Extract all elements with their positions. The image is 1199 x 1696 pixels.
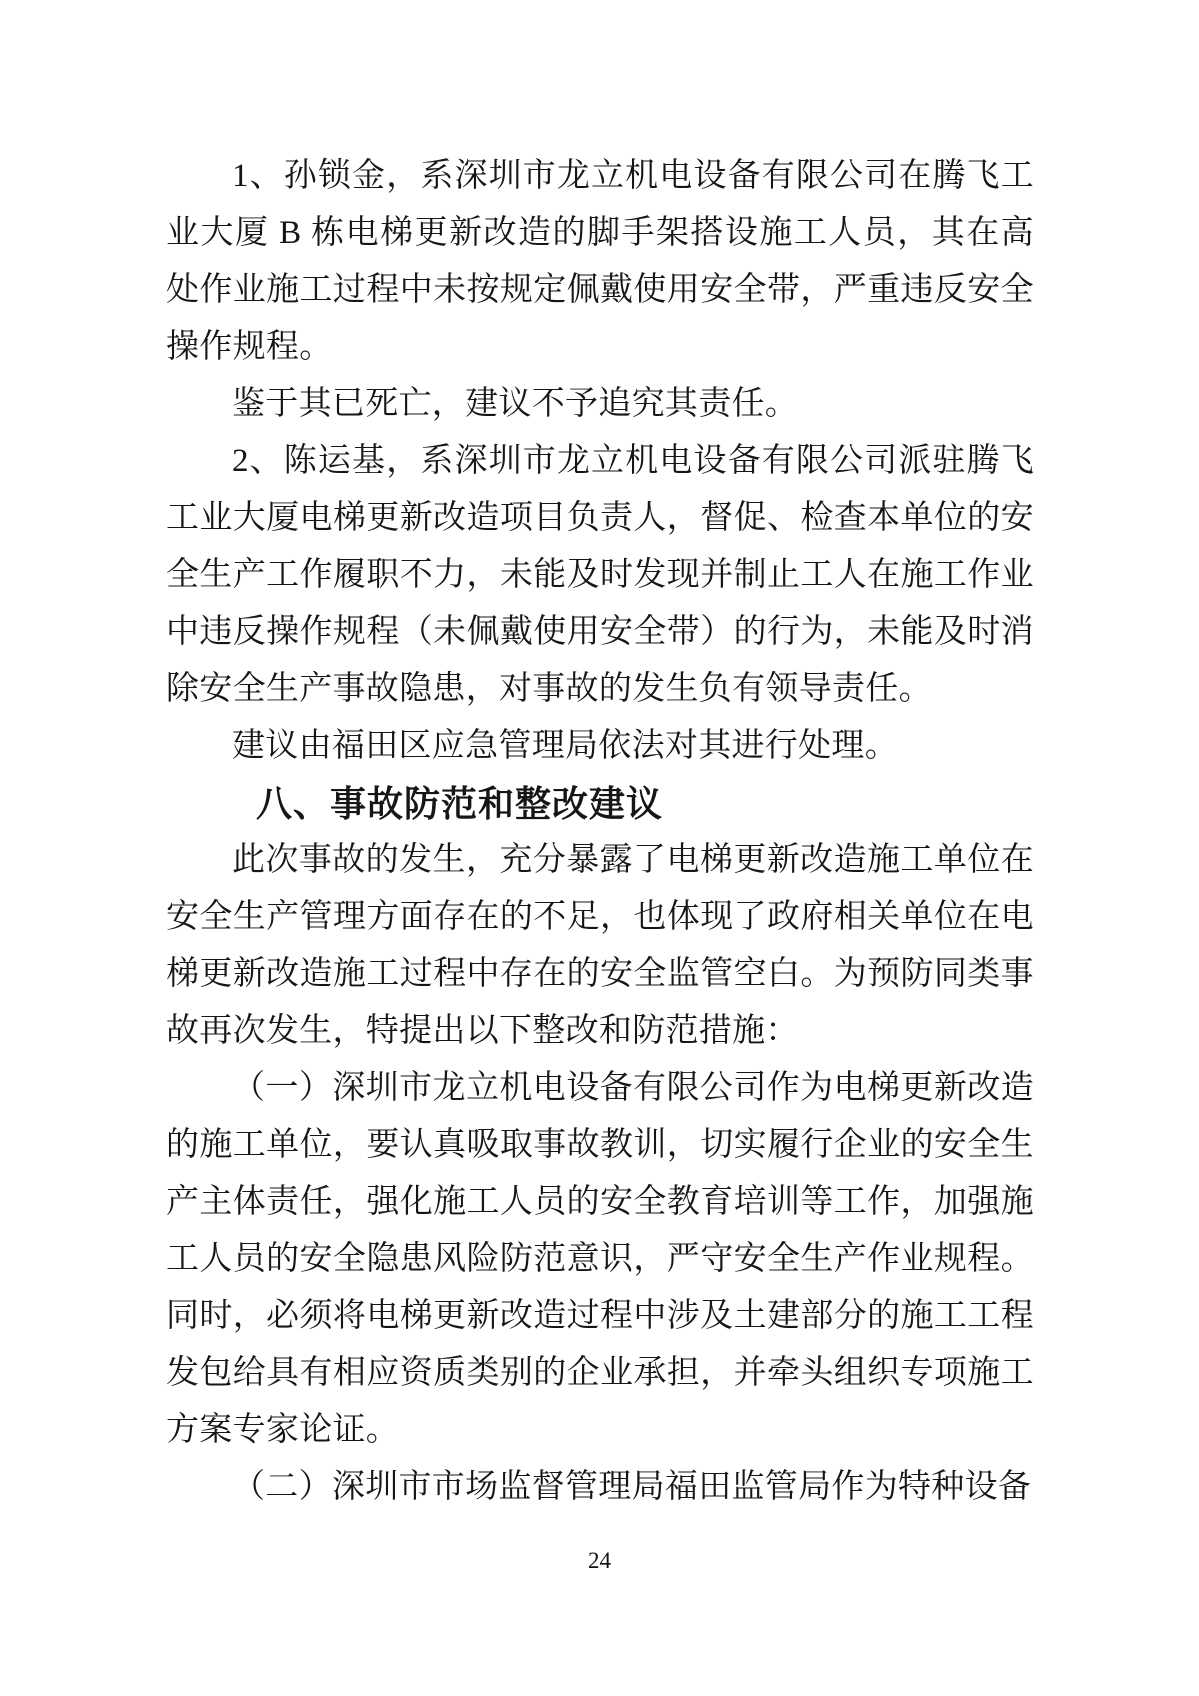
paragraph: （一）深圳市龙立机电设备有限公司作为电梯更新改造的施工单位，要认真吸取事故教训，切实履行企业的安全生产主体责任，强化施工人员的安全教育培训等工作，加强施工人员的安全隐患风险防范意识，严守安全生产作业规程。同时，必须将电梯更新改造过程中涉及土建部分的施工工程发包给具有相应资质类别的企业承担，并牵头组织专项施工方案专家论证。: [166, 1070, 1034, 1448]
paragraph: 鉴于其已死亡，建议不予追究其责任。: [232, 386, 799, 422]
section-heading: 八、事故防范和整改建议: [256, 783, 664, 824]
paragraph: 此次事故的发生，充分暴露了电梯更新改造施工单位在安全生产管理方面存在的不足，也体现了政府相关单位在电梯更新改造施工过程中存在的安全监管空白。为预防同类事故再次发生，特提出以下整改和防范措施：: [166, 842, 1034, 1049]
paragraph: 建议由福田区应急管理局依法对其进行处理。: [232, 728, 898, 764]
paragraph: 1、孙锁金，系深圳市龙立机电设备有限公司在腾飞工业大厦 B 栋电梯更新改造的脚手架搭设施工人员，其在高处作业施工过程中未按规定佩戴使用安全带，严重违反安全操作规程。: [166, 158, 1034, 365]
document-body-text: [166, 148, 1034, 1516]
page-number: 24: [588, 1548, 611, 1573]
paragraph: 2、陈运基，系深圳市龙立机电设备有限公司派驻腾飞工业大厦电梯更新改造项目负责人，督促、检查本单位的安全生产工作履职不力，未能及时发现并制止工人在施工作业中违反操作规程（未佩戴使用安全带）的行为，未能及时消除安全生产事故隐患，对事故的发生负有领导责任。: [166, 443, 1034, 707]
paragraph: （二）深圳市市场监督管理局福田监管局作为特种设备: [232, 1469, 1032, 1505]
